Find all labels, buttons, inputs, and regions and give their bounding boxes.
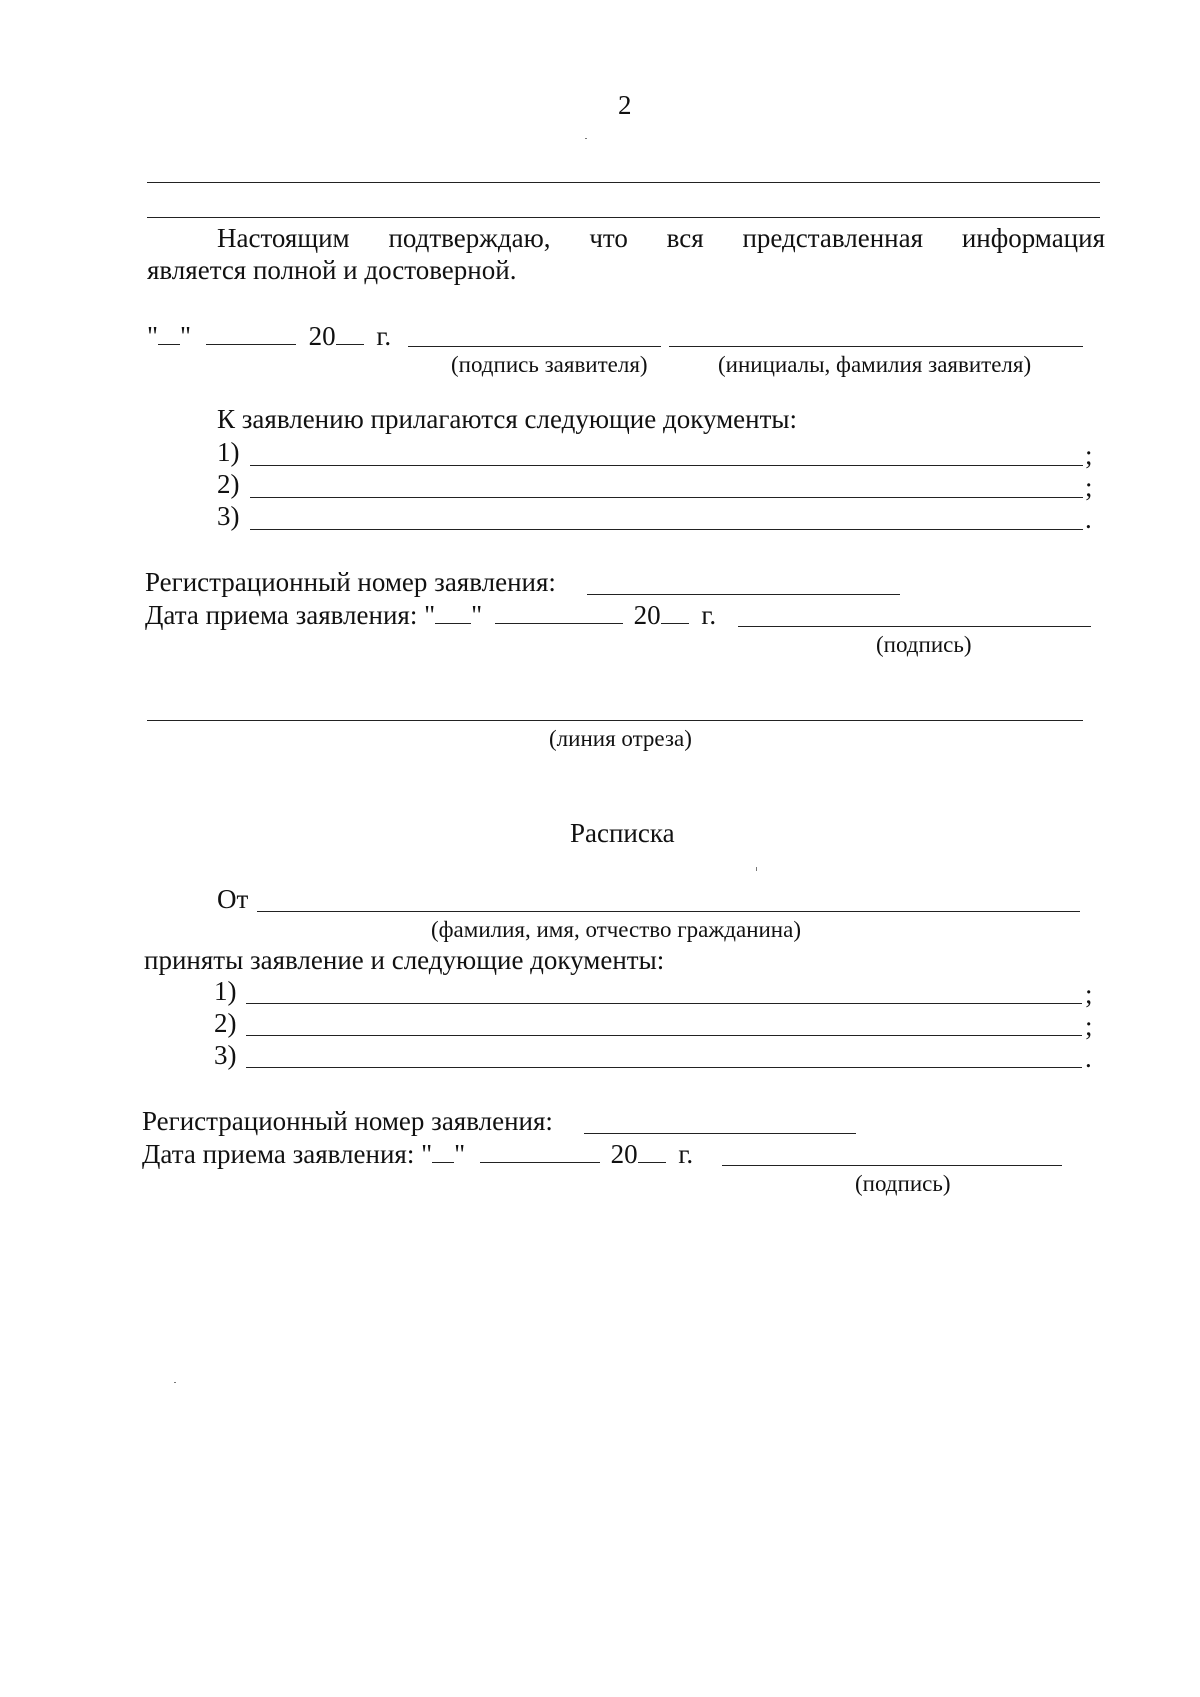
blank-line-2 (147, 217, 1100, 218)
receipt-from-blank[interactable] (257, 911, 1080, 912)
registration-date-label: Дата приема заявления: (145, 600, 418, 630)
receipt-item-1-end: ; (1085, 979, 1093, 1009)
confirmation-word: информация (961, 223, 1105, 253)
confirmation-line-1 (217, 225, 1105, 252)
year-blank[interactable] (638, 1140, 666, 1163)
attachments-intro: К заявлению прилагаются следующие документы: (217, 404, 798, 434)
confirmation-word: подтверждаю, (388, 223, 551, 253)
confirmation-word: что (589, 223, 628, 253)
year-prefix: 20 (308, 321, 336, 351)
receipt-item-3-end: . (1085, 1043, 1092, 1073)
year-suffix: г. (376, 321, 392, 351)
quote-open: " (424, 600, 436, 630)
confirmation-line-2: является полной и достоверной. (147, 255, 517, 285)
receipt-registration-number-label: Регистрационный номер заявления: (142, 1106, 553, 1136)
quote-close: " (180, 321, 192, 351)
year-suffix: г. (701, 600, 717, 630)
day-blank[interactable] (435, 601, 471, 624)
quote-open: " (147, 321, 159, 351)
receipt-item-3-blank[interactable] (246, 1067, 1082, 1068)
receipt-item-3-number: 3) (214, 1040, 237, 1070)
month-blank[interactable] (495, 601, 623, 624)
applicant-signature-blank[interactable] (408, 346, 661, 347)
registration-signature-caption: (подпись) (876, 632, 972, 657)
day-blank[interactable] (158, 322, 180, 345)
attachment-item-2-blank[interactable] (250, 497, 1083, 498)
applicant-name-blank[interactable] (669, 346, 1083, 347)
receipt-from-caption: (фамилия, имя, отчество гражданина) (431, 917, 801, 942)
applicant-date-row (147, 322, 391, 350)
attachment-item-1-blank[interactable] (250, 465, 1083, 466)
receipt-title: Расписка (570, 818, 675, 848)
attachment-item-3-end: . (1085, 504, 1092, 534)
receipt-item-2-number: 2) (214, 1008, 237, 1038)
receipt-registration-date-row (142, 1140, 693, 1168)
receipt-item-2-end: ; (1085, 1011, 1093, 1041)
scan-speck (756, 867, 757, 871)
receipt-from-label: От (217, 884, 249, 914)
quote-close: " (471, 600, 483, 630)
quote-close: " (454, 1139, 466, 1169)
month-blank[interactable] (206, 322, 296, 345)
confirmation-word: представленная (742, 223, 924, 253)
registration-number-label: Регистрационный номер заявления: (145, 567, 556, 597)
year-blank[interactable] (661, 601, 689, 624)
scan-speck (174, 1382, 176, 1383)
attachment-item-3-blank[interactable] (250, 529, 1083, 530)
year-suffix: г. (678, 1139, 694, 1169)
confirmation-word: вся (666, 223, 704, 253)
cut-line-caption: (линия отреза) (549, 726, 692, 751)
attachment-item-1-number: 1) (217, 437, 240, 467)
year-prefix: 20 (610, 1139, 638, 1169)
cut-line (147, 720, 1083, 721)
page-number: 2 (618, 90, 632, 120)
confirmation-word: Настоящим (217, 223, 350, 253)
receipt-accepted-text: приняты заявление и следующие документы: (144, 945, 665, 975)
attachment-item-3-number: 3) (217, 501, 240, 531)
registration-date-row (145, 601, 716, 629)
receipt-item-1-number: 1) (214, 976, 237, 1006)
year-prefix: 20 (633, 600, 661, 630)
receipt-signature-caption: (подпись) (855, 1171, 951, 1196)
registration-number-blank[interactable] (587, 594, 900, 595)
attachment-item-1-end: ; (1085, 440, 1093, 470)
blank-line-1 (147, 182, 1100, 183)
attachment-item-2-number: 2) (217, 469, 240, 499)
attachment-item-2-end: ; (1085, 472, 1093, 502)
day-blank[interactable] (432, 1140, 454, 1163)
registration-signature-blank[interactable] (738, 626, 1091, 627)
receipt-signature-blank[interactable] (722, 1165, 1062, 1166)
applicant-name-caption: (инициалы, фамилия заявителя) (718, 352, 1032, 377)
quote-open: " (421, 1139, 433, 1169)
scan-speck (585, 138, 587, 139)
receipt-item-1-blank[interactable] (246, 1003, 1082, 1004)
month-blank[interactable] (480, 1140, 600, 1163)
receipt-item-2-blank[interactable] (246, 1035, 1082, 1036)
receipt-registration-number-blank[interactable] (584, 1133, 856, 1134)
receipt-registration-date-label: Дата приема заявления: (142, 1139, 415, 1169)
applicant-signature-caption: (подпись заявителя) (451, 352, 648, 377)
year-blank[interactable] (336, 322, 364, 345)
